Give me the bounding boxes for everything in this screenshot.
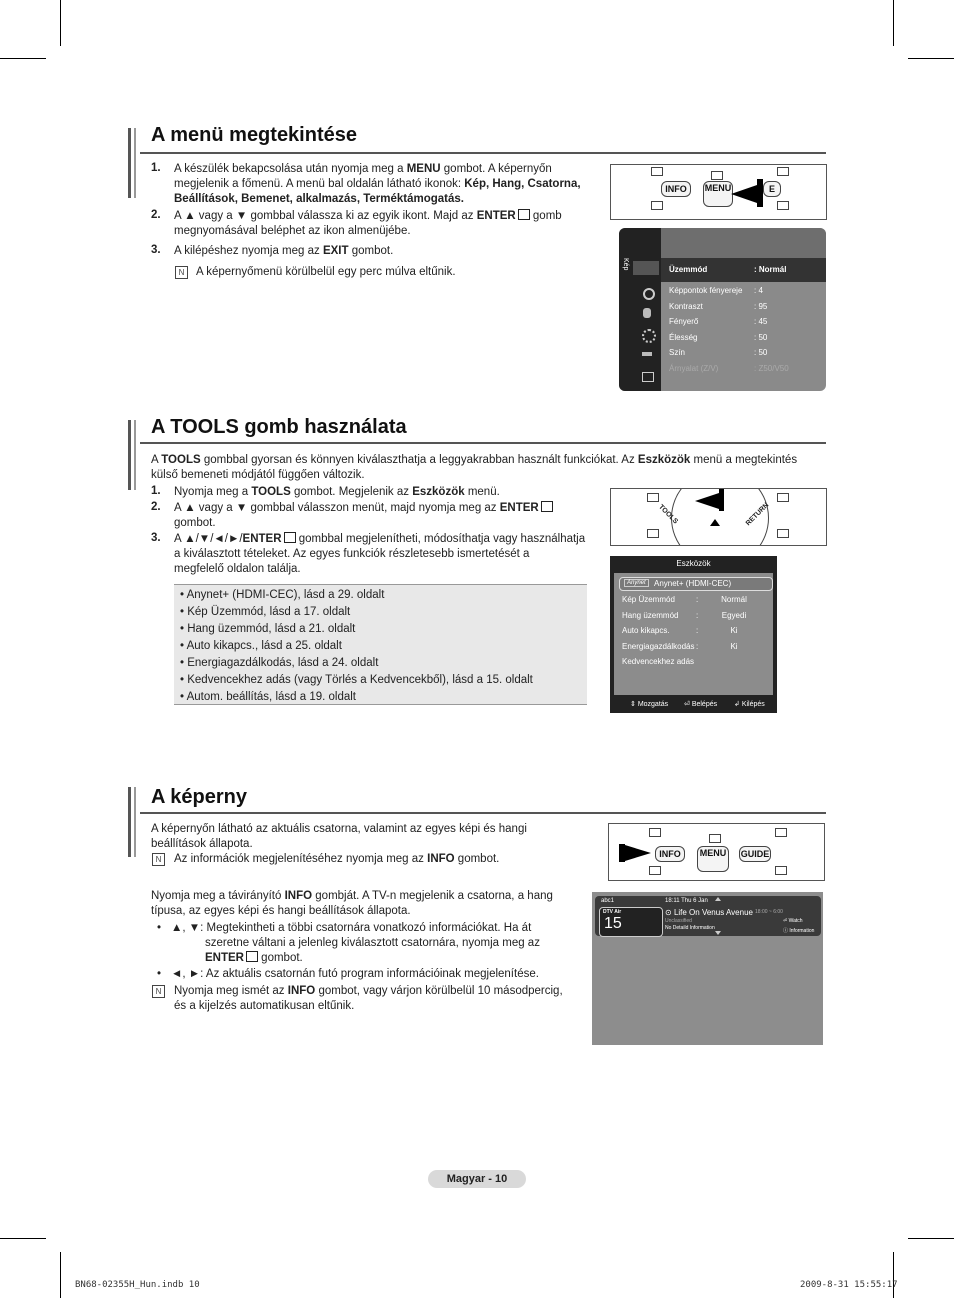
osd-row-value: : 50 — [754, 332, 768, 342]
guide-button: GUIDE — [739, 846, 771, 862]
tools-row-label: Hang üzemmód — [622, 610, 679, 620]
osd-row-label: Fényerő — [669, 317, 699, 326]
section-rule — [140, 812, 826, 814]
step-number: 3. — [151, 244, 161, 256]
footer-move: ⇕ Mozgatás — [630, 701, 669, 708]
setup-icon — [642, 329, 656, 343]
intro-text: A TOOLS gombbal gyorsan és könnyen kiválaszthatja a leggyakrabban használt funkciókat. Az Eszközök menü a megtekintés külső bemeneti módjától függően változik. — [151, 454, 798, 481]
osd-row-label: Kontraszt — [669, 301, 703, 311]
tools-row-sep: : — [696, 595, 699, 604]
tools-menu-body — [614, 573, 773, 695]
osd-row-value: : 45 — [754, 317, 768, 326]
footer-exit: ↲ Kilépés — [734, 701, 765, 708]
osd-row-label: Élesség — [669, 332, 698, 342]
step-text: A kilépéshez nyomja meg az EXIT gombot. — [174, 245, 394, 257]
tools-row-sep: : — [696, 641, 699, 651]
tools-row-value: Ki — [730, 626, 738, 635]
remote-illustration — [610, 164, 827, 220]
note-icon: N — [175, 266, 188, 279]
section-title: A képerny — [151, 786, 247, 808]
list-item: • Energiagazdálkodás, lásd a 24. oldalt — [180, 657, 379, 669]
osd-row-value: : Z50/V50 — [754, 363, 789, 373]
note-text: A képernyőmenü körülbelül egy perc múlva eltűnik. — [196, 266, 456, 278]
info-banner — [595, 896, 821, 936]
step-number: 1. — [151, 485, 161, 497]
detail: No Detaild Information — [665, 925, 715, 931]
up-arrow-icon — [710, 519, 720, 526]
crop-mark — [893, 1252, 894, 1298]
info-button: INFO — [655, 846, 685, 862]
menu-button: MENU — [697, 846, 729, 872]
rating: Unclassified — [665, 918, 692, 924]
section-bar — [134, 420, 136, 490]
tools-row-label: Kép Üzemmód — [622, 595, 675, 604]
watch-label: ⏎ Watch — [783, 918, 803, 924]
tools-row-label: Kedvencekhez adás — [622, 657, 695, 666]
section-bar — [128, 787, 131, 857]
tools-row-label: Auto kikapcs. — [622, 626, 670, 635]
tools-menu-osd — [610, 556, 777, 713]
section-title: A menü megtekintése — [151, 124, 357, 146]
remote-illustration — [610, 488, 827, 546]
timespan: 18:00 ~ 6:00 — [755, 909, 783, 915]
section-bar — [128, 128, 131, 198]
anynet-row — [619, 577, 773, 591]
time-label: 18:11 Thu 6 Jan — [665, 898, 708, 904]
step-text: Nyomja meg a TOOLS gombot. Megjelenik az Eszközök menü. — [174, 486, 500, 498]
list-item: • Hang üzemmód, lásd a 21. oldalt — [180, 623, 356, 635]
pointer-arrow — [625, 845, 651, 861]
enter-icon — [284, 532, 296, 543]
support-icon — [642, 372, 654, 382]
sound-icon — [643, 288, 655, 300]
enter-icon — [541, 501, 553, 512]
list-item: • Auto kikapcs., lásd a 25. oldalt — [180, 640, 342, 652]
crop-mark — [0, 1238, 46, 1239]
step-text: A ▲ vagy a ▼ gombbal válasszon menüt, majd nyomja meg az ENTER gombot. — [174, 501, 594, 531]
osd-row-label: Képpontok fényereje — [669, 286, 743, 295]
crop-mark — [60, 0, 61, 46]
tools-list-box — [174, 584, 587, 705]
tools-row-sep: : — [696, 626, 699, 635]
page-number: Magyar - 10 — [428, 1170, 526, 1188]
osd-side-label: Kép — [622, 258, 629, 271]
section-bar — [134, 787, 136, 857]
pointer-arrow — [695, 493, 719, 509]
list-item: • Kép Üzemmód, lásd a 17. oldalt — [180, 606, 351, 618]
list-item: • Autom. beállítás, lásd a 19. oldalt — [180, 691, 356, 703]
section-bar — [134, 128, 136, 198]
channel-number: 15 — [604, 915, 622, 932]
paragraph: Nyomja meg a távirányító INFO gombját. A TV-n megjelenik a csatorna, a hang típusa, az egyes képi és hangi beállítások állapota. — [151, 890, 553, 917]
note-icon: N — [152, 985, 165, 998]
print-date: 2009-8-31 15:55:17 — [800, 1280, 898, 1290]
bullet: • — [157, 968, 162, 980]
tools-label: TOOLS — [657, 503, 679, 526]
osd-header-label: Üzemmód — [669, 265, 708, 274]
crop-mark — [893, 0, 894, 46]
anynet-logo: Anynet — [624, 579, 649, 587]
remote-illustration — [608, 823, 825, 881]
step-number: 2. — [151, 209, 161, 221]
tools-menu-title: Eszközök — [676, 559, 711, 568]
footer-enter: ⏎ Belépés — [684, 701, 718, 708]
channel-icon — [643, 308, 651, 318]
pointer-arrow — [731, 185, 757, 203]
list-item: • Anynet+ (HDMI-CEC), lásd a 29. oldalt — [180, 589, 385, 601]
osd-row-value: : 4 — [754, 286, 763, 295]
tv-screen — [592, 892, 823, 1045]
tools-row-label: Energiagazdálkodás — [622, 641, 695, 651]
dtv-label: DTV Air — [603, 909, 622, 915]
step-text: A készülék bekapcsolása után nyomja meg a MENU gombot. A képernyőn megjelenik a főmenü. A menü bal oldalán látható ikonok: Kép, Hang, Csatorna, Beállítások, Bemenet, alkalmazás, Terméktámogatás. — [174, 163, 581, 205]
note-text: Nyomja meg ismét az INFO gombot, vagy várjon körülbelül 10 másodpercig, és a kijelzés automatikusan eltűnik. — [174, 985, 563, 1012]
osd-row-label: Szín — [669, 348, 686, 357]
bullet-text: ▲, ▼: Megtekintheti a többi csatornára vonatkozó információkat. Ha át szeretne váltani a jelenleg kiválasztott csatornára, nyomja meg az ENTER gombot. — [171, 922, 540, 964]
list-item: • Kedvencekhez adás (vagy Törlés a Kedvencekből), lásd a 15. oldalt — [180, 674, 533, 686]
crop-mark — [908, 1238, 954, 1239]
section-bar — [128, 420, 131, 490]
down-arrow-icon — [715, 931, 721, 935]
osd-menu — [619, 228, 826, 391]
crop-mark — [0, 58, 46, 59]
tools-row-value: Ki — [730, 641, 738, 651]
osd-row-value: : 95 — [754, 301, 768, 311]
picture-icon — [633, 261, 659, 275]
tools-row-value: Egyedi — [721, 610, 747, 620]
osd-row-value: : 50 — [754, 348, 768, 357]
step-number: 2. — [151, 501, 161, 513]
tools-row-value: Normál — [721, 595, 747, 604]
program-title: ⊙ Life On Venus Avenue — [665, 908, 753, 917]
step-number: 1. — [151, 162, 161, 174]
up-arrow-icon — [715, 897, 721, 901]
osd-sidebar — [619, 228, 661, 391]
file-info: BN68-02355H_Hun.indb 10 — [75, 1280, 200, 1290]
paragraph: A képernyőn látható az aktuális csatorna, valamint az egyes képi és hangi beállítások állapota. — [151, 823, 527, 850]
input-icon — [642, 352, 652, 356]
enter-icon — [518, 209, 530, 220]
channel-name: abc1 — [601, 898, 615, 904]
crop-mark — [60, 1252, 61, 1298]
tools-row-sep: : — [696, 610, 699, 620]
section-title: A TOOLS gomb használata — [151, 416, 407, 438]
bullet-text: ◄, ►: Az aktuális csatornán futó program információinak megjelenítése. — [171, 968, 539, 980]
crop-mark — [908, 58, 954, 59]
info-button: INFO — [661, 181, 691, 197]
enter-icon — [246, 951, 258, 962]
step-text: A ▲/▼/◄/►/ENTER gombbal megjelenítheti, módosíthatja vagy használhatja a kiválasztott tételeket. Az egyes funkciók részletesebb ismertetését a megfelelő oldalon találja. — [174, 533, 586, 575]
bullet: • — [157, 922, 162, 934]
step-number: 3. — [151, 532, 161, 544]
exit-button: E — [763, 181, 781, 197]
note-text: Az információk megjelenítéséhez nyomja meg az INFO gombot. — [174, 853, 500, 865]
menu-button: MENU — [703, 181, 733, 207]
section-rule — [140, 442, 826, 444]
osd-row-label: Árnyalat (Z/V) — [669, 363, 719, 373]
section-rule — [140, 152, 826, 154]
information-label: ⓘ Information — [783, 928, 815, 934]
channel-box — [599, 907, 663, 937]
return-label: RETURN — [744, 501, 771, 528]
osd-header-value: : Normál — [754, 265, 787, 274]
step-text: A ▲ vagy a ▼ gombbal válassza ki az egyik ikont. Majd az ENTER gomb megnyomásával beléphet az ikon almenüjébe. — [174, 210, 562, 237]
note-icon: N — [152, 853, 165, 866]
anynet-label: Anynet+ (HDMI-CEC) — [654, 579, 732, 588]
